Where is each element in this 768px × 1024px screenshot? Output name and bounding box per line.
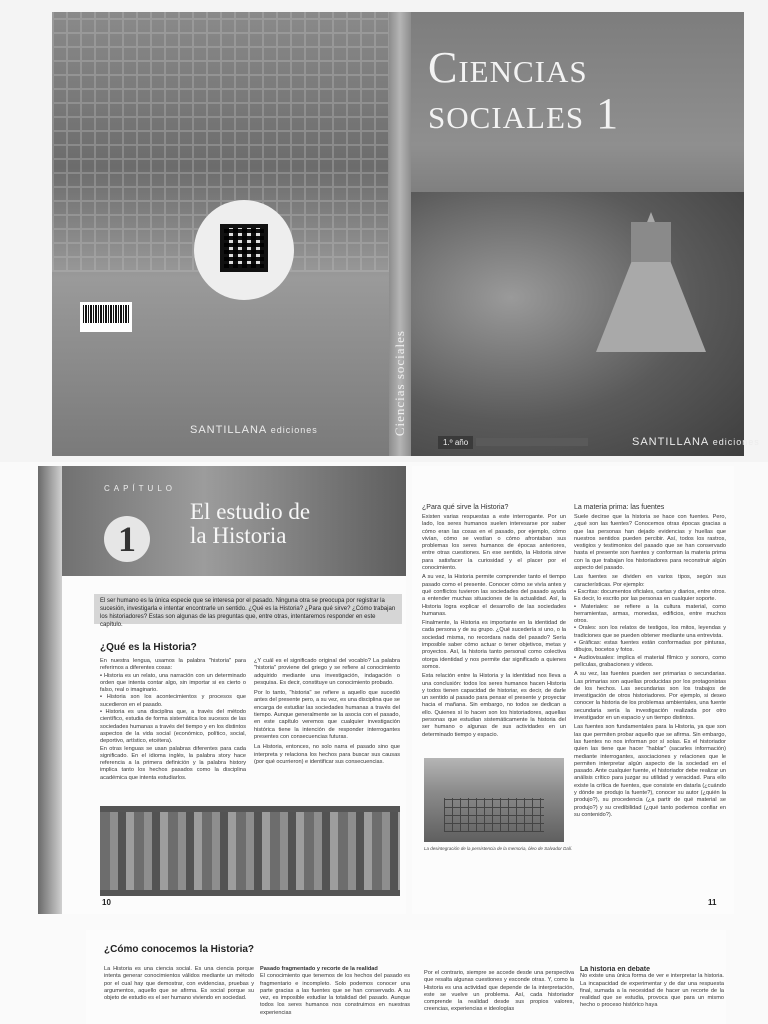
pyramid-temple	[631, 222, 671, 262]
page11-column-1: Existen varias respuestas a este interrogante. Por un lado, los seres humanos suelen interesarse por saber cómo eran las cosas en el pasado, por ejemplo, cómo vivían, cómo se vestían o cómo afrontaban sus problemas los seres humanos de épocas anteriores, entre otras cuestiones. En ese sentido, la Historia sirve para satisfacer la curiosidad y el placer por el conocimiento. A su vez, la Historia permite comprender tanto el tiempo pasado como el presente. Conocer cómo se vivía antes y qué conflictos tuvieron las sociedades del pasado ayuda a entender muchas situaciones de la actualidad. Así, la Historia logra explicar el desarrollo de las sociedades humanas. Finalmente, la Historia es importante en la identidad de cada persona y de su grupo. ¿Qué sucedería si uno, o la sociedad misma, no recordara nada del pasado? Sería imposible saber cómo actuar o tener objetivos, metas y proyectos. Así, la historia tanto personal como colectiva otorga identidad y nos permite dar significado a quienes somos. Esta relación entre la Historia y la identidad nos lleva a una conclusión: todos los seres humanos hacen Historia y todos tienen capacidad de historiar, es decir, de darle un sentido al pasado para pensar el presente y proyectar hacia el mañana. Sin embargo, no todos se dedican a ello. Quienes sí lo hacen son los historiadores, aquellas personas que estudian sistemáticamente la historia del ser humano o algunas de sus actividades en un determinado tiempo y espacio.	[422, 514, 566, 738]
page-12	[86, 930, 726, 1024]
list-item: • Audiovisuales: implica el material fílmico y sonoro, como películas, grabaciones y videos.	[574, 655, 726, 670]
page10-column-2: ¿Y cuál es el significado original del vocablo? La palabra "historia" proviene del griego y se refiere al conocimiento adquirido mediante una investigación, indagación o pesquisa. Es decir, constituye un conocimiento probado. Por lo tanto, "historia" se refiere a aquello que sucedió antes del presente pero, a su vez, es una disciplina que se encarga de estudiar las sociedades humanas a través del tiempo. Aunque generalmente se la asocia con el pasado, en este capítulo veremos que cualquier investigación histórica tiene la intención de responder interrogantes presentes con consecuencias futuras. La Historia, entonces, no solo narra el pasado sino que interpreta y relaciona los hechos para buscar sus causas (por qué ocurrieron) e identificar sus consecuencias.	[254, 658, 400, 765]
dali-painting-image	[424, 758, 564, 842]
page-10	[38, 466, 406, 914]
list-item: • Historia son los acontecimientos y procesos que sucedieron en el pasado.	[100, 694, 246, 709]
chapter-label: CAPÍTULO	[104, 484, 177, 493]
list-item: • Gráficas: estas fuentes están conformadas por pinturas, dibujos, bocetos y fotos.	[574, 640, 726, 655]
section-heading: La materia prima: las fuentes	[574, 504, 665, 511]
chapter-intro: El ser humano es la única especie que se interesa por el pasado. Ninguna otra se preocupa por registrar la sucesión, investigarla e intentar encontrarle un sentido. ¿Qué es la Historia? ¿Para qué sirve? ¿Cómo trabajan los historiadores? Estas son algunas de las preguntas que, entre otras, intentaremos responder en este capítulo.	[94, 594, 402, 624]
painting-grid	[444, 798, 544, 832]
back-publisher: SANTILLANA ediciones	[190, 424, 318, 436]
page12-column-1: La Historia es una ciencia social. Es una ciencia porque intenta generar conocimientos válidos mediante un método por el cual hay que demostrar, con evidencias, pruebas y argumentos, aquello que se afirma. Es social porque su objeto de estudio es el ser humano viviendo en sociedad.	[104, 966, 254, 1002]
spine-title: Ciencias sociales	[392, 330, 407, 437]
chapter-title: El estudio de la Historia	[190, 499, 311, 548]
page11-column-2: Suele decirse que la historia se hace con fuentes. Pero, ¿qué son las fuentes? Conocemos otras épocas gracias a que las personas han dejado evidencias y huellas que nuestros sentidos pueden percibir. Así, todos los rastros, vestigios y testimonios del pasado que se han conservado hasta el presente son fuentes y conforman la materia prima con la que trabajan los historiadores para reconstruir algún aspecto del pasado. Las fuentes se dividen en varios tipos, según sus características. Por ejemplo: • Escritas: documentos oficiales, cartas y diarios, entre otros. Es decir, lo escrito por las personas en cualquier soporte. • Materiales: se refiere a la cultura material, como herramientas, armas, monedas, edificios, entre muchos otros. • Orales: son los relatos de testigos, los mitos, leyendas y tradiciones que se pueden obtener mediante una entrevista. • Gráficas: estas fuentes están conformadas por pinturas, dibujos, bocetos y fotos. • Audiovisuales: implica el material fílmico y sonoro, como películas, grabaciones y videos. A su vez, las fuentes pueden ser primarias o secundarias. Las primarias son aquellas producidas por los protagonistas de los hechos. Las secundarias son los trabajos de investigación de otros historiadores. Por ejemplo, si deseo conocer la historia de los problemas ambientales, una fuente secundaria sería la investigación realizada por otro investigador en un espacio y un tiempo distintos. Las fuentes son fundamentales para la Historia, ya que son las que permiten probar aquello que se afirma. Sin embargo, las fuentes no nos informan por sí solas. Es el historiador quien las tiene que hacer "hablar" (sacarles información) mediante interrogantes, asociaciones y relaciones que le permiten interpretar algún aspecto de la sociedad en el pasado. Ante cualquier fuente, el historiador debe realizar un análisis crítico para juzgar su utilidad y veracidad. Para ello existe la crítica de fuentes, que consiste en datarla (¿cuándo y dónde se produjo la fuente?), conocer su autor (¿quién la produjo?), su procedencia (¿a partir de qué material se produjo?) y su credibilidad (¿qué tanto podemos confiar en su contenido?).	[574, 514, 726, 908]
grade-badge: 1.º año	[438, 436, 473, 449]
list-item: • Historia es una disciplina que, a través del método científico, estudia de forma sistemática los sucesos de las sociedades humanas a través del tiempo y en los distintos aspectos de la vida social (económico, político, social, deportivo, artístico, etcétera).	[100, 709, 246, 745]
page-shadow	[38, 466, 62, 914]
barcode-icon	[80, 302, 132, 332]
page-number: 10	[102, 898, 111, 907]
qr-code-icon	[220, 224, 268, 272]
list-item: • Materiales: se refiere a la cultura material, como herramientas, armas, monedas, edificios, entre muchos otros.	[574, 604, 726, 626]
section-title: ¿Qué es la Historia?	[100, 642, 197, 653]
source-types-list	[574, 589, 726, 669]
page10-column-1: En nuestra lengua, usamos la palabra "historia" para referirnos a diferentes cosas: • Historia es un relato, una narración con un determinado orden que intenta contar algo, sin importar si es cierto o falso, real o imaginario. • Historia son los acontecimientos y procesos que sucedieron en el pasado. • Historia es una disciplina que, a través del método científico, estudia de forma sistemática los sucesos de las sociedades humanas a través del tiempo y en los distintos aspectos de la vida social (económico, político, social, deportivo, artístico, etcétera). En otras lenguas se usan palabras diferentes para cada significado. En el idioma inglés, la palabra story hace referencia a la primera definición y la palabra history implica tanto los hechos pasados como la disciplina académica que intenta estudiarlos.	[100, 658, 246, 802]
section-title: ¿Cómo conocemos la Historia?	[104, 944, 255, 955]
cover-title: Ciencias sociales 1	[428, 43, 620, 138]
list-item: • Escritas: documentos oficiales, cartas y diarios, entre otros. Es decir, lo escrito por las personas en cualquier soporte.	[574, 589, 726, 604]
page-11	[412, 466, 734, 914]
grade-bar	[476, 438, 588, 446]
list-item: • Historia es un relato, una narración con un determinado orden que intenta contar algo, sin importar si es cierto o falso, real o imaginario.	[100, 673, 246, 695]
definition-list	[100, 673, 246, 746]
page-number: 11	[708, 898, 717, 907]
back-cover	[52, 12, 389, 456]
front-publisher: SANTILLANA ediciones	[632, 436, 760, 448]
page12-column-4: La historia en debate No existe una única forma de ver e interpretar la historia. La incapacidad de experimentar y de dar una respuesta final, sumada a la necesidad de hacer un recorte de la realidad que se estudia, provoca que para un mismo hecho o proceso histórico haya	[580, 966, 724, 1009]
page12-column-3: Por el contrario, siempre se accede desde una perspectiva que resalta algunas cuestiones y esconde otras. Y, como la Historia es una actividad que depende de la interpretación, este se vuelve un problema. Así, cada historiador comprende la realidad desde sus propios valores, creencias, experiencias e ideologías	[424, 970, 574, 1013]
list-item: • Orales: son los relatos de testigos, los mitos, leyendas y tradiciones que se pueden obtener mediante una entrevista.	[574, 625, 726, 640]
chapter-number: 1	[104, 516, 150, 562]
section-heading: ¿Para qué sirve la Historia?	[422, 504, 509, 511]
page12-column-2: Pasado fragmentado y recorte de la realidad El conocimiento que tenemos de los hechos del pasado es fragmentario e incompleto. Solo podemos conocer una parte gracias a las fuentes que se han conservado. A su vez, es imposible estudiar la totalidad del pasado. Aunque todos los seres humanos nos construimos en nuestras experiencias	[260, 966, 410, 1016]
book-cover-spread	[0, 0, 768, 462]
image-caption: La desintegración de la persistencia de la memoria, óleo de Salvador Dalí.	[424, 846, 573, 851]
egyptian-frieze-image	[100, 806, 400, 896]
